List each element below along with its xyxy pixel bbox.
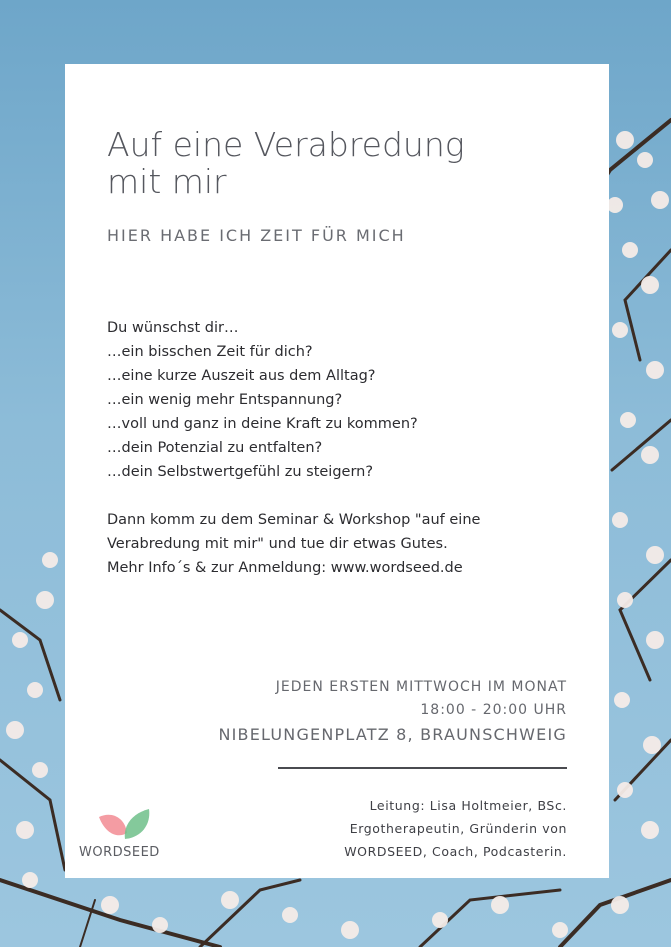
leader-line: Leitung: Lisa Holtmeier, BSc. xyxy=(369,798,567,813)
event-schedule: JEDEN ERSTEN MITTWOCH IM MONAT xyxy=(275,679,567,695)
call-to-action xyxy=(107,508,577,580)
flyer-subtitle: HIER HABE ICH ZEIT FÜR MICH xyxy=(107,226,406,245)
cta-line: Verabredung mit mir" und tue dir etwas Gutes. xyxy=(107,536,448,552)
leader-info xyxy=(344,794,567,863)
divider-line xyxy=(278,767,567,769)
cta-line: Dann komm zu dem Seminar & Workshop "auf eine xyxy=(107,512,481,528)
wordseed-logo xyxy=(79,805,179,865)
event-location: NIBELUNGENPLATZ 8, BRAUNSCHWEIG xyxy=(218,725,567,744)
leaf-logo-icon xyxy=(97,805,153,845)
flyer-card xyxy=(65,64,609,878)
leader-line: WORDSEED, Coach, Podcasterin. xyxy=(344,844,567,859)
title-line-2: mit mir xyxy=(107,162,227,201)
cta-line: Mehr Info´s & zur Anmeldung: www.wordseed.de xyxy=(107,560,463,576)
leader-line: Ergotherapeutin, Gründerin von xyxy=(349,821,567,836)
event-time: 18:00 - 20:00 UHR xyxy=(420,702,567,718)
flyer-title xyxy=(107,126,527,200)
event-details xyxy=(218,675,567,749)
question-line: …dein Selbstwertgefühl zu steigern? xyxy=(107,464,374,480)
question-line: …voll und ganz in deine Kraft zu kommen? xyxy=(107,416,418,432)
question-line: …dein Potenzial zu entfalten? xyxy=(107,440,323,456)
question-line: …ein bisschen Zeit für dich? xyxy=(107,344,313,360)
flyer-body xyxy=(107,316,577,580)
question-line: …ein wenig mehr Entspannung? xyxy=(107,392,343,408)
question-line: …eine kurze Auszeit aus dem Alltag? xyxy=(107,368,376,384)
title-line-1: Auf eine Verabredung xyxy=(107,125,465,164)
question-line: Du wünschst dir… xyxy=(107,320,239,336)
logo-text: WORDSEED xyxy=(79,845,160,860)
